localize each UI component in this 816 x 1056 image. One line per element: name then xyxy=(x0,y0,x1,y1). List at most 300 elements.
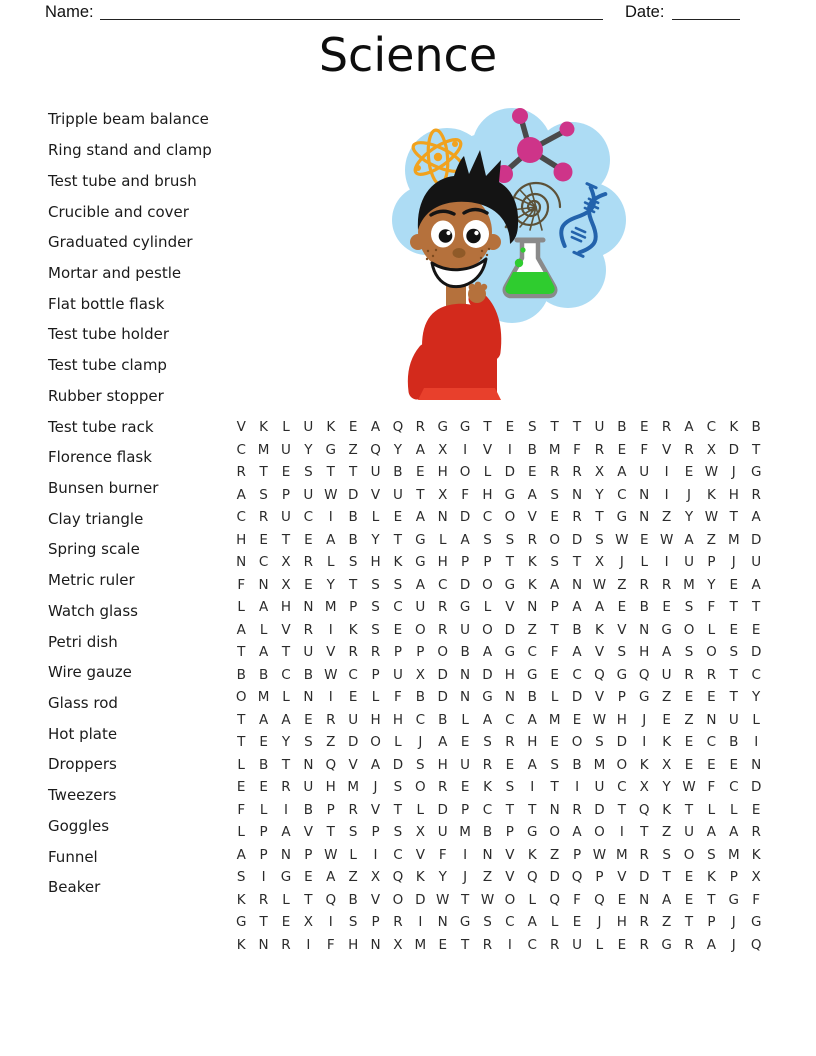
grid-cell: M xyxy=(548,441,561,458)
word-item: Florence flask xyxy=(48,448,152,467)
grid-cell: O xyxy=(370,734,381,751)
grid-cell: A xyxy=(661,644,672,661)
grid-cell: N xyxy=(303,599,314,616)
grid-cell: L xyxy=(259,801,268,818)
grid-cell: A xyxy=(415,576,425,593)
grid-cell: C xyxy=(706,419,717,436)
grid-cell: K xyxy=(639,756,649,773)
grid-cell: P xyxy=(304,846,313,863)
grid-cell: P xyxy=(707,554,716,571)
grid-cell: J xyxy=(597,914,602,931)
grid-cell: K xyxy=(729,419,739,436)
grid-cell: R xyxy=(348,644,358,661)
grid-cell: B xyxy=(415,689,425,706)
grid-cell: Q xyxy=(571,869,583,886)
grid-cell: Z xyxy=(661,914,672,931)
grid-cell: E xyxy=(707,689,716,706)
grid-cell: Y xyxy=(438,869,447,886)
grid-cell: A xyxy=(729,824,739,841)
grid-cell: C xyxy=(281,666,291,683)
grid-cell: H xyxy=(482,486,493,503)
grid-cell: R xyxy=(639,936,649,953)
grid-cell: L xyxy=(237,824,245,841)
grid-cell: C xyxy=(706,734,717,751)
grid-cell: A xyxy=(326,869,336,886)
grid-cell: B xyxy=(303,666,313,683)
grid-cell: Z xyxy=(348,869,358,886)
grid-cell: N xyxy=(437,509,448,526)
grid-cell: O xyxy=(706,644,717,661)
grid-cell: I xyxy=(328,621,333,638)
grid-cell: Y xyxy=(393,441,403,458)
grid-cell: Q xyxy=(549,891,560,908)
grid-cell: T xyxy=(237,734,246,751)
grid-cell: J xyxy=(731,464,736,481)
grid-cell: S xyxy=(371,576,380,593)
grid-cell: P xyxy=(729,869,738,886)
grid-cell: M xyxy=(727,531,740,548)
grid-cell: A xyxy=(594,599,605,616)
word-item: Watch glass xyxy=(48,601,138,620)
grid-cell: G xyxy=(661,621,672,638)
grid-cell: W xyxy=(704,509,719,526)
grid-cell: R xyxy=(326,711,336,728)
grid-cell: T xyxy=(617,801,626,818)
grid-cell: T xyxy=(572,419,582,436)
grid-cell: A xyxy=(572,599,582,616)
grid-cell: E xyxy=(684,869,694,886)
grid-cell: P xyxy=(371,914,380,931)
grid-cell: T xyxy=(684,914,694,931)
grid-cell: O xyxy=(683,846,695,863)
grid-cell: F xyxy=(237,576,246,593)
grid-cell: B xyxy=(572,621,582,638)
grid-cell: R xyxy=(639,914,649,931)
grid-cell: I xyxy=(328,914,333,931)
grid-cell: O xyxy=(594,824,605,841)
grid-cell: Y xyxy=(684,509,694,526)
grid-cell: S xyxy=(304,464,313,481)
grid-cell: D xyxy=(347,486,359,503)
grid-cell: A xyxy=(550,576,560,593)
word-item: Tweezers xyxy=(48,786,117,805)
grid-cell: E xyxy=(729,621,739,638)
grid-cell: K xyxy=(662,801,672,818)
grid-cell: M xyxy=(414,936,427,953)
grid-cell: A xyxy=(281,711,291,728)
grid-cell: U xyxy=(348,711,359,728)
grid-cell: F xyxy=(394,689,402,706)
grid-cell: L xyxy=(707,801,716,818)
grid-cell: K xyxy=(527,554,537,571)
grid-cell: Q xyxy=(392,869,404,886)
grid-cell: T xyxy=(752,441,761,458)
grid-cell: E xyxy=(684,689,694,706)
grid-cell: A xyxy=(236,846,246,863)
date-label: Date: xyxy=(625,3,665,21)
grid-cell: E xyxy=(460,734,470,751)
grid-cell: V xyxy=(661,441,672,458)
grid-cell: R xyxy=(751,824,761,841)
grid-cell: I xyxy=(507,441,512,458)
grid-cell: D xyxy=(437,666,448,683)
grid-cell: P xyxy=(572,846,582,863)
grid-cell: A xyxy=(751,509,761,526)
grid-cell: H xyxy=(437,554,448,571)
grid-cell: J xyxy=(687,486,691,503)
grid-cell: N xyxy=(258,576,269,593)
grid-cell: D xyxy=(594,801,605,818)
grid-cell: P xyxy=(505,824,514,841)
grid-cell: A xyxy=(326,531,336,548)
grid-cell: L xyxy=(326,554,335,571)
grid-cell: O xyxy=(482,576,493,593)
grid-cell: T xyxy=(729,509,738,526)
grid-cell: E xyxy=(729,756,739,773)
grid-cell: I xyxy=(575,779,580,796)
grid-cell: B xyxy=(348,531,358,548)
grid-cell: Z xyxy=(617,576,627,593)
grid-cell: E xyxy=(304,576,313,593)
grid-cell: D xyxy=(437,689,448,706)
grid-cell: J xyxy=(619,554,624,571)
grid-cell: E xyxy=(348,689,358,706)
grid-cell: S xyxy=(393,779,403,796)
grid-cell: S xyxy=(416,756,425,773)
grid-cell: D xyxy=(728,441,739,458)
grid-cell: I xyxy=(463,441,468,458)
grid-cell: Y xyxy=(371,531,380,548)
grid-cell: J xyxy=(731,914,736,931)
grid-cell: T xyxy=(528,801,537,818)
grid-cell: H xyxy=(370,554,381,571)
grid-cell: H xyxy=(348,936,359,953)
grid-cell: Y xyxy=(281,734,291,751)
grid-cell: S xyxy=(259,486,268,503)
grid-cell: U xyxy=(594,779,605,796)
grid-cell: N xyxy=(639,486,650,503)
grid-cell: C xyxy=(505,711,515,728)
grid-cell: T xyxy=(505,801,514,818)
grid-cell: J xyxy=(373,779,378,796)
grid-cell: A xyxy=(482,644,493,661)
grid-cell: F xyxy=(550,644,559,661)
grid-cell: P xyxy=(595,869,604,886)
grid-cell: O xyxy=(504,891,516,908)
grid-cell: A xyxy=(527,756,537,773)
grid-cell: Q xyxy=(594,891,605,908)
grid-cell: Z xyxy=(684,711,694,728)
grid-cell: L xyxy=(237,756,245,773)
grid-cell: X xyxy=(639,779,649,796)
grid-cell: B xyxy=(527,689,537,706)
grid-cell: M xyxy=(257,689,270,706)
grid-cell: M xyxy=(347,779,359,796)
grid-cell: F xyxy=(707,599,716,616)
grid-cell: G xyxy=(459,914,471,931)
grid-cell: Q xyxy=(638,666,650,683)
grid-cell: S xyxy=(617,644,627,661)
grid-cell: Z xyxy=(661,824,672,841)
grid-cell: K xyxy=(706,486,716,503)
grid-cell: A xyxy=(617,464,627,481)
grid-cell: X xyxy=(393,936,403,953)
grid-cell: S xyxy=(304,734,313,751)
grid-cell: W xyxy=(592,711,607,728)
word-item: Clay triangle xyxy=(48,509,144,528)
grid-cell: Y xyxy=(707,576,716,593)
grid-cell: S xyxy=(550,554,559,571)
grid-cell: Z xyxy=(527,621,537,638)
grid-cell: K xyxy=(236,891,246,908)
grid-cell: D xyxy=(750,644,762,661)
grid-cell: O xyxy=(415,621,426,638)
grid-cell: W xyxy=(592,846,607,863)
grid-cell: T xyxy=(460,936,470,953)
grid-cell: L xyxy=(237,599,245,616)
grid-cell: J xyxy=(418,734,423,751)
grid-cell: U xyxy=(303,644,314,661)
grid-cell: U xyxy=(460,756,471,773)
word-item: Wire gauze xyxy=(48,663,132,682)
grid-cell: L xyxy=(371,689,380,706)
grid-cell: U xyxy=(728,711,739,728)
grid-cell: Z xyxy=(661,689,672,706)
grid-cell: I xyxy=(507,936,512,953)
grid-cell: Y xyxy=(752,689,761,706)
grid-cell: T xyxy=(729,689,738,706)
grid-cell: E xyxy=(617,936,627,953)
grid-cell: G xyxy=(459,419,471,436)
grid-cell: U xyxy=(415,599,426,616)
grid-cell: F xyxy=(707,779,716,796)
grid-cell: D xyxy=(415,891,426,908)
grid-cell: B xyxy=(393,464,403,481)
grid-cell: S xyxy=(707,846,716,863)
grid-cell: V xyxy=(370,891,381,908)
grid-cell: L xyxy=(371,509,380,526)
grid-cell: R xyxy=(236,464,246,481)
grid-cell: C xyxy=(617,779,627,796)
grid-cell: D xyxy=(392,756,404,773)
grid-cell: V xyxy=(236,419,246,436)
grid-cell: G xyxy=(661,936,672,953)
grid-cell: T xyxy=(640,824,649,841)
grid-cell: A xyxy=(684,531,694,548)
grid-cell: L xyxy=(483,464,492,481)
grid-cell: D xyxy=(504,621,516,638)
grid-cell: N xyxy=(639,891,650,908)
grid-cell: V xyxy=(281,621,291,638)
grid-cell: I xyxy=(328,689,333,706)
grid-cell: V xyxy=(505,846,515,863)
grid-cell: R xyxy=(438,599,448,616)
grid-cell: L xyxy=(483,599,492,616)
grid-cell: B xyxy=(729,734,739,751)
grid-cell: Q xyxy=(638,801,650,818)
grid-cell: K xyxy=(706,869,716,886)
grid-cell: E xyxy=(550,666,559,683)
grid-cell: G xyxy=(527,666,538,683)
grid-cell: X xyxy=(706,441,717,458)
grid-cell: T xyxy=(281,531,291,548)
grid-cell: E xyxy=(617,441,627,458)
grid-cell: A xyxy=(527,711,537,728)
grid-cell: T xyxy=(281,644,291,661)
grid-cell: R xyxy=(281,779,291,796)
grid-cell: P xyxy=(483,554,492,571)
grid-cell: Q xyxy=(392,419,404,436)
grid-cell: N xyxy=(460,666,471,683)
grid-cell: R xyxy=(258,891,269,908)
grid-cell: I xyxy=(373,846,378,863)
grid-cell: T xyxy=(259,914,268,931)
word-item: Crucible and cover xyxy=(48,202,189,221)
grid-cell: N xyxy=(437,914,448,931)
grid-cell: M xyxy=(593,756,606,773)
grid-cell: J xyxy=(463,869,468,886)
grid-cell: S xyxy=(505,779,515,796)
grid-cell: G xyxy=(415,531,426,548)
grid-cell: R xyxy=(639,576,649,593)
grid-cell: H xyxy=(728,486,739,503)
grid-cell: G xyxy=(482,689,493,706)
grid-cell: I xyxy=(664,464,669,481)
grid-cell: A xyxy=(706,936,717,953)
grid-cell: X xyxy=(594,464,605,481)
grid-cell: S xyxy=(371,621,380,638)
grid-cell: Y xyxy=(662,779,671,796)
grid-cell: H xyxy=(616,914,627,931)
page-title: Science xyxy=(318,28,498,82)
grid-cell: N xyxy=(572,576,583,593)
grid-cell: G xyxy=(504,486,516,503)
grid-cell: W xyxy=(615,531,629,548)
grid-cell: F xyxy=(573,441,581,458)
grid-cell: T xyxy=(326,464,335,481)
grid-cell: D xyxy=(616,734,628,751)
word-item: Tripple beam balance xyxy=(48,110,209,129)
grid-cell: E xyxy=(304,869,313,886)
grid-cell: E xyxy=(729,576,739,593)
grid-cell: A xyxy=(370,756,381,773)
grid-cell: E xyxy=(639,531,649,548)
grid-cell: D xyxy=(482,666,493,683)
grid-cell: G xyxy=(527,824,538,841)
grid-cell: H xyxy=(504,666,515,683)
grid-cell: D xyxy=(504,464,516,481)
grid-cell: R xyxy=(549,464,560,481)
grid-cell: G xyxy=(504,576,516,593)
grid-cell: U xyxy=(303,486,314,503)
grid-cell: R xyxy=(303,621,314,638)
grid-cell: A xyxy=(751,576,761,593)
word-item: Spring scale xyxy=(48,540,140,559)
grid-cell: K xyxy=(236,936,246,953)
grid-cell: C xyxy=(527,644,537,661)
name-label: Name: xyxy=(45,3,94,21)
grid-cell: K xyxy=(415,869,425,886)
grid-cell: T xyxy=(416,486,425,503)
grid-cell: X xyxy=(415,666,425,683)
grid-cell: K xyxy=(483,779,492,796)
grid-cell: E xyxy=(684,756,694,773)
grid-cell: E xyxy=(617,891,627,908)
grid-cell: R xyxy=(661,419,672,436)
grid-cell: G xyxy=(638,689,650,706)
grid-cell: B xyxy=(482,824,493,841)
grid-cell: L xyxy=(282,891,290,908)
grid-cell: F xyxy=(752,891,761,908)
grid-cell: H xyxy=(280,599,292,616)
grid-cell: U xyxy=(661,666,672,683)
grid-cell: R xyxy=(549,936,560,953)
grid-cell: X xyxy=(281,576,291,593)
grid-cell: M xyxy=(683,576,695,593)
grid-cell: P xyxy=(259,846,268,863)
grid-cell: N xyxy=(572,486,583,503)
grid-cell: G xyxy=(504,644,516,661)
grid-cell: C xyxy=(505,914,515,931)
grid-cell: E xyxy=(684,734,694,751)
grid-cell: R xyxy=(594,441,605,458)
name-write-line xyxy=(100,2,603,20)
grid-cell: U xyxy=(281,441,291,458)
grid-cell: K xyxy=(326,419,336,436)
grid-cell: P xyxy=(326,801,335,818)
grid-cell: Y xyxy=(304,441,313,458)
grid-cell: S xyxy=(505,531,515,548)
grid-cell: U xyxy=(392,486,403,503)
grid-cell: T xyxy=(729,599,738,616)
grid-cell: U xyxy=(460,621,471,638)
word-item: Flat bottle flask xyxy=(48,294,165,313)
grid-cell: A xyxy=(460,531,470,548)
grid-cell: L xyxy=(438,531,447,548)
grid-cell: R xyxy=(415,419,426,436)
grid-cell: P xyxy=(550,599,559,616)
grid-cell: R xyxy=(303,554,314,571)
word-item: Test tube holder xyxy=(48,325,169,344)
grid-cell: E xyxy=(281,464,291,481)
grid-cell: L xyxy=(259,621,268,638)
grid-cell: O xyxy=(459,464,471,481)
grid-cell: K xyxy=(393,554,403,571)
grid-cell: E xyxy=(662,599,671,616)
grid-cell: K xyxy=(595,621,604,638)
grid-cell: L xyxy=(707,621,716,638)
grid-cell: C xyxy=(348,666,358,683)
grid-cell: E xyxy=(751,801,761,818)
grid-cell: V xyxy=(594,689,605,706)
grid-cell: U xyxy=(684,824,694,841)
grid-cell: R xyxy=(706,666,717,683)
grid-cell: W xyxy=(480,891,495,908)
grid-cell: U xyxy=(639,464,650,481)
grid-cell: D xyxy=(549,869,560,886)
grid-cell: C xyxy=(751,666,761,683)
grid-cell: L xyxy=(528,891,537,908)
grid-cell: O xyxy=(504,509,516,526)
grid-cell: L xyxy=(752,711,760,728)
grid-cell: T xyxy=(729,666,738,683)
word-item: Mortar and pestle xyxy=(48,263,182,282)
grid-cell: X xyxy=(281,554,291,571)
grid-cell: X xyxy=(415,824,425,841)
grid-cell: G xyxy=(415,554,426,571)
grid-cell: V xyxy=(505,869,515,886)
grid-cell: E xyxy=(639,419,649,436)
